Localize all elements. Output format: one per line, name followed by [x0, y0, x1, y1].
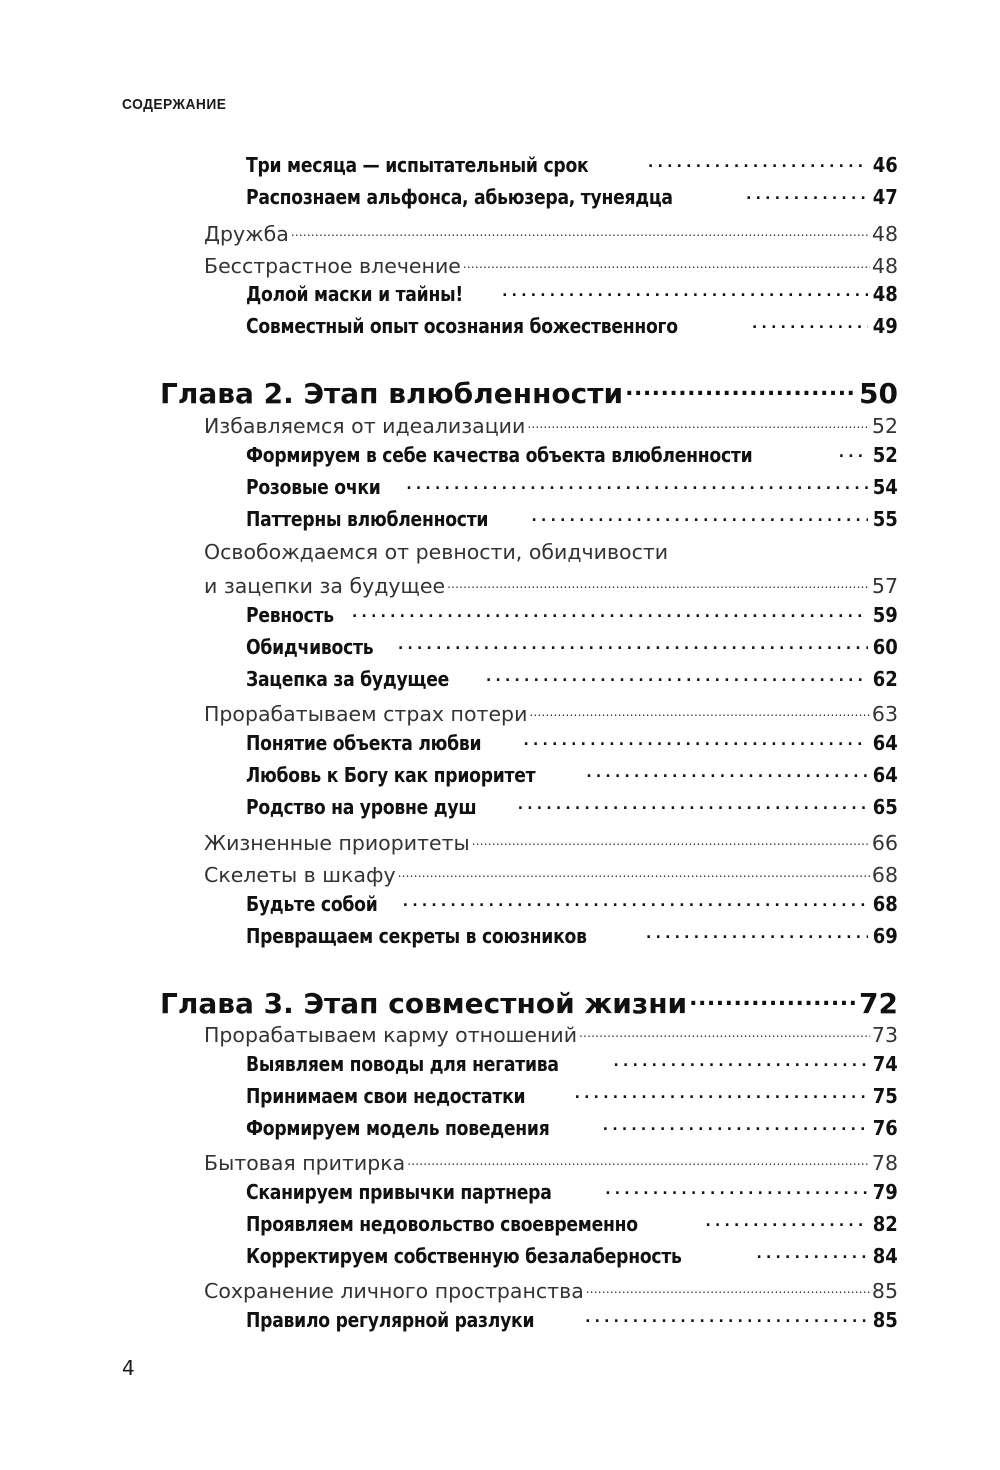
toc-entry[interactable]: [246, 1243, 898, 1268]
toc-entry-title: Избавляемся от идеализации: [204, 413, 526, 438]
dot-leader: [484, 666, 868, 686]
toc-entry-page: 84: [872, 1244, 898, 1268]
toc-entry-page: 49: [872, 314, 898, 338]
dot-leader: [527, 412, 870, 433]
dot-leader: [463, 252, 870, 273]
toc-entry[interactable]: [246, 891, 898, 916]
toc-entry[interactable]: [246, 794, 898, 819]
toc-entry-title: Любовь к Богу как приоритет: [246, 763, 536, 787]
toc-entry[interactable]: [246, 442, 898, 467]
dot-leader: [646, 152, 868, 172]
toc-entry[interactable]: [204, 252, 898, 278]
toc-entry[interactable]: [204, 1021, 898, 1047]
dot-leader: [744, 184, 868, 204]
toc-entry-title: Ревность: [246, 603, 334, 627]
toc-entry-title: Долой маски и тайны!: [246, 282, 463, 306]
toc-entry-page: 82: [872, 1212, 898, 1236]
toc-entry-page: 54: [872, 475, 898, 499]
toc-entry-page: 47: [872, 185, 898, 209]
toc-entry-page: 59: [872, 603, 898, 627]
running-head: СОДЕРЖАНИЕ: [122, 96, 227, 113]
toc-entry[interactable]: [246, 762, 898, 787]
toc-entry[interactable]: [246, 506, 898, 531]
toc-entry-title: Превращаем секреты в союзников: [246, 924, 587, 948]
toc-entry-page: 69: [872, 924, 898, 948]
dot-leader: [837, 442, 868, 462]
dot-leader: [407, 1149, 870, 1170]
dot-leader: [603, 1179, 868, 1199]
toc-entry-title: Три месяца — испытательный срок: [246, 153, 589, 177]
toc-entry[interactable]: [246, 184, 898, 209]
toc-entry-title: Понятие объекта любви: [246, 731, 482, 755]
toc-entry[interactable]: [246, 152, 898, 177]
toc-entry-page: 62: [872, 667, 898, 691]
toc-entry-title-line1: Освобождаемся от ревности, обидчивости: [204, 540, 669, 564]
dot-leader: [579, 1021, 870, 1042]
toc-entry-title: Совместный опыт осознания божественного: [246, 314, 678, 338]
toc-entry-title: Принимаем свои недостатки: [246, 1084, 526, 1108]
toc-entry-title: Прорабатываем страх потери: [204, 701, 528, 726]
toc-entry[interactable]: [204, 700, 898, 726]
toc-entry-title: Выявляем поводы для негатива: [246, 1052, 559, 1076]
dot-leader: [401, 891, 868, 911]
toc-entry-title: Родство на уровне душ: [246, 795, 477, 819]
toc-entry-page: 85: [871, 1278, 898, 1303]
toc-entry-title: Зацепка за будущее: [246, 667, 450, 691]
dot-leader: [291, 220, 870, 241]
toc-entry[interactable]: [204, 412, 898, 438]
toc-entry[interactable]: [246, 313, 898, 338]
toc-entry[interactable]: [204, 1149, 898, 1175]
toc-entry-page: 85: [872, 1308, 898, 1332]
toc-entry-title: Будьте собой: [246, 892, 378, 916]
toc-entry[interactable]: [204, 829, 898, 855]
toc-entry-page: 75: [872, 1084, 898, 1108]
toc-entry-page: 48: [871, 253, 898, 278]
toc-entry-title: Сохранение личного пространства: [204, 1278, 584, 1303]
toc-entry-title: Проявляем недовольство своевременно: [246, 1212, 638, 1236]
dot-leader: [472, 829, 870, 850]
toc-entry-page: 46: [872, 153, 898, 177]
toc-entry-page: 64: [872, 731, 898, 755]
dot-leader: [350, 602, 868, 622]
dot-leader: [405, 474, 869, 494]
toc-entry-page: 78: [871, 1150, 898, 1175]
toc-entry[interactable]: [204, 861, 898, 887]
dot-leader: [644, 923, 868, 943]
toc-chapter-page: 50: [859, 377, 898, 410]
toc-entry[interactable]: [204, 220, 898, 246]
dot-leader: [522, 730, 869, 750]
dot-leader: [500, 281, 868, 301]
toc-entry-title: Жизненные приоритеты: [204, 830, 470, 855]
toc-entry[interactable]: [204, 1277, 898, 1303]
toc-entry-title: Формируем в себе качества объекта влюбленности: [246, 443, 753, 467]
toc-entry-page: 68: [872, 892, 898, 916]
toc-entry[interactable]: [246, 923, 898, 948]
dot-leader: [586, 1277, 870, 1298]
page-number: 4: [122, 1356, 135, 1380]
toc-entry-title: Формируем модель поведения: [246, 1116, 550, 1140]
toc-chapter-title: Глава 3. Этап совместной жизни: [160, 987, 688, 1020]
toc-entry-title: Бесстрастное влечение: [204, 253, 461, 278]
toc-entry[interactable]: [246, 281, 898, 306]
dot-leader: [704, 1211, 869, 1231]
toc-entry-page: 68: [871, 862, 898, 887]
toc-entry-page: 79: [872, 1180, 898, 1204]
dot-leader: [398, 861, 870, 882]
toc-entry[interactable]: [246, 474, 898, 499]
toc-entry[interactable]: [246, 666, 898, 691]
toc-entry-title: Правило регулярной разлуки: [246, 1308, 535, 1332]
toc-entry-title: Бытовая притирка: [204, 1150, 406, 1175]
toc-chapter[interactable]: [160, 375, 898, 410]
toc-entry-page: 66: [871, 830, 898, 855]
toc-entry[interactable]: [246, 1115, 898, 1140]
toc-entry-page: 63: [871, 701, 898, 726]
dot-leader: [750, 313, 868, 333]
toc-entry[interactable]: [246, 634, 898, 659]
toc-entry-title: Прорабатываем карму отношений: [204, 1022, 578, 1047]
toc-entry-page: 74: [872, 1052, 898, 1076]
toc-entry-title: Сканируем привычки партнера: [246, 1180, 552, 1204]
toc-chapter-title: Глава 2. Этап влюбленности: [160, 377, 624, 410]
toc-entry-title: Обидчивость: [246, 635, 374, 659]
dot-leader: [573, 1083, 868, 1103]
toc-entry-title: Распознаем альфонса, абьюзера, тунеядца: [246, 185, 673, 209]
toc-entry-page: 52: [872, 443, 898, 467]
toc-chapter[interactable]: [160, 985, 898, 1020]
toc-entry[interactable]: [246, 1179, 898, 1204]
toc-entry-page: 64: [872, 763, 898, 787]
dot-leader: [530, 506, 869, 526]
toc-entry-page: 65: [872, 795, 898, 819]
toc-entry-title: и зацепки за будущее: [204, 573, 446, 598]
toc-entry[interactable]: [246, 730, 898, 755]
toc-entry-page: 52: [871, 413, 898, 438]
dot-leader: [516, 794, 868, 814]
toc-entry-page: 57: [871, 573, 898, 598]
dot-leader: [584, 762, 868, 782]
toc-entry[interactable]: [246, 1307, 898, 1332]
toc-entry[interactable]: [246, 1083, 898, 1108]
toc-entry-page: 55: [872, 507, 898, 531]
toc-entry-page: 73: [871, 1022, 898, 1047]
toc-entry-title: Корректируем собственную безалаберность: [246, 1244, 682, 1268]
toc-entry-title: Скелеты в шкафу: [204, 862, 396, 887]
dot-leader: [689, 985, 857, 1013]
dot-leader: [447, 572, 870, 593]
toc-entry-title: Паттерны влюбленности: [246, 507, 489, 531]
dot-leader: [625, 375, 857, 403]
toc-entry-page: 60: [872, 635, 898, 659]
toc-entry-title: Дружба: [204, 221, 289, 246]
toc-entry-page: 48: [871, 221, 898, 246]
dot-leader: [529, 700, 870, 721]
toc-entry[interactable]: [246, 602, 898, 627]
toc-entry-page: 76: [872, 1116, 898, 1140]
toc-entry[interactable]: [246, 1051, 898, 1076]
toc-chapter-page: 72: [859, 987, 898, 1020]
toc-entry-title: Розовые очки: [246, 475, 381, 499]
dot-leader: [396, 634, 868, 654]
toc-entry[interactable]: [204, 572, 898, 598]
dot-leader: [601, 1115, 868, 1135]
toc-entry[interactable]: [246, 1211, 898, 1236]
dot-leader: [612, 1051, 869, 1071]
dot-leader: [583, 1307, 868, 1327]
dot-leader: [755, 1243, 869, 1263]
toc-entry-page: 48: [872, 282, 898, 306]
